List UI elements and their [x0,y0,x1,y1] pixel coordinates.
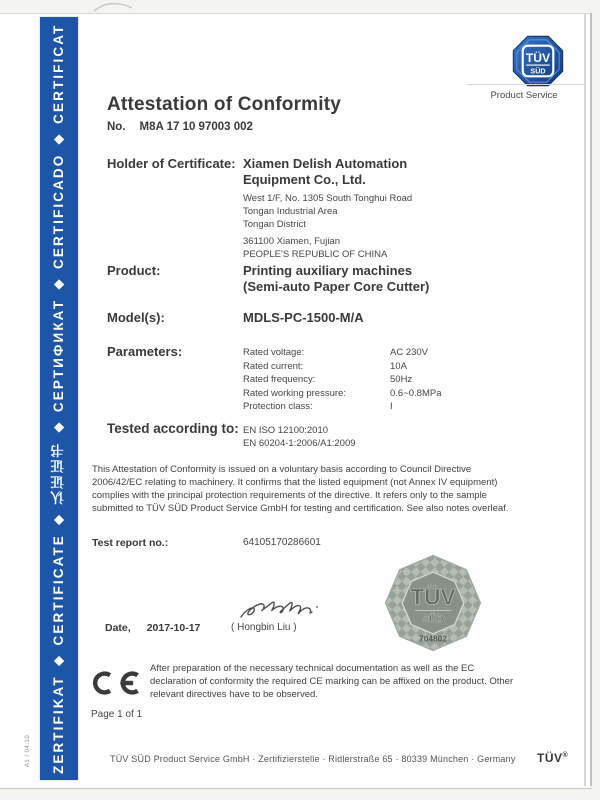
logo-caption: Product Service [490,90,558,101]
ce-mark-icon [90,664,142,702]
certificate-number-line [107,121,253,133]
product-label: Product: [107,263,161,278]
tuv-sud-octagon-icon [511,34,565,88]
holder-address-line: Tongan Industrial Area [243,206,338,217]
tested-label: Tested according to: [107,421,239,436]
page-number-note: Page 1 of 1 [91,709,143,720]
parameter-name: Rated working pressure: [243,387,346,399]
model-label: Model(s): [107,310,165,325]
product-line2: (Semi-auto Paper Core Cutter) [243,279,430,294]
logo-divider-line [466,84,584,85]
stamp-sud-text: SÜD [422,614,444,626]
page-edge-shadow [584,13,586,786]
certificate-number-label: No. [107,121,126,133]
parameter-row [243,373,442,387]
page-edge-shadow-outer [590,13,592,786]
holder-label: Holder of Certificate: [107,156,236,171]
parameters-table [243,346,442,414]
parameter-name: Protection class: [243,401,313,412]
parameter-value: I [390,401,393,412]
signer-name: ( Hongbin Liu ) [231,622,297,633]
footer-tuv-logo [537,751,568,765]
parameter-row [243,387,442,401]
conformity-statement: This Attestation of Conformity is issued on a voluntary basis according to Council Directive 2006/42/EC relating to machinery. It confirms that the listed equipment (not Annex IV equipment) complies with the principal protection requirements of the directive. It refers only to the sample submitted to TÜV SÜD Product Service GmbH for testing and certification. See also notes overleaf. [92,464,509,514]
product-line1: Printing auxiliary machines [243,263,413,278]
certificate-ribbon [40,17,78,780]
parameter-row [243,346,442,360]
date-value: 2017-10-17 [146,622,201,634]
ce-note: After preparation of the necessary technical documentation as well as the EC declaration of conformity the required CE marking can be affixed on the product. Other relevant directives have to be observed. [150,663,514,700]
standard-line: EN ISO 12100:2010 [243,425,329,436]
footer-registered-symbol: ® [562,752,569,759]
parameters-label: Parameters: [107,344,183,359]
parameter-row [243,400,442,414]
parameter-value: 50Hz [390,374,413,385]
parameter-name: Rated voltage: [243,347,305,358]
parameter-value: 10A [390,360,407,372]
parameter-name: Rated current: [243,360,304,372]
holder-name-line2: Equipment Co., Ltd. [243,172,366,187]
certificate-number-value: M8A 17 10 97003 002 [139,121,253,133]
model-value: MDLS-PC-1500-M/A [243,310,364,325]
date-line [105,622,200,634]
parameter-value: AC 230V [390,347,429,358]
holder-address-line: 361100 Xiamen, Fujian [243,236,340,247]
parameter-row [243,360,442,374]
certificate-title: Attestation of Conformity [107,94,342,115]
test-report-value: 64105170286601 [243,537,321,548]
signature-handwriting [238,595,328,625]
tuv-sud-embossed-stamp [383,553,483,653]
svg-text:TÜV: TÜV [525,50,551,65]
form-revision-note: A1 / 04.10 [25,734,31,768]
parameter-value: 0.6~0.8MPa [390,387,442,399]
ribbon-multilingual-text: ZERTIFIKAT ◆ CERTIFICATE ◆ 认证证书 ◆ СЕРТИФИКАТ ◆ CERTIFICADO ◆ CERTIFICAT [51,23,66,774]
parameter-name: Rated frequency: [243,374,316,385]
scan-curl-mark [92,0,142,14]
holder-address-line: Tongan District [243,219,306,230]
footer-tuv-text: TÜV [537,751,563,765]
standard-line: EN 60204-1:2006/A1:2009 [243,438,356,449]
date-label: Date, [105,622,131,634]
stamp-tuv-text: TÜV [410,584,456,610]
holder-address-line: West 1/F, No. 1305 South Tonghui Road [243,193,413,204]
product-value [243,263,429,295]
svg-text:SÜD: SÜD [530,66,546,76]
test-report-label: Test report no.: [92,537,169,549]
tested-standards [243,424,356,450]
stamp-number: 704802 [419,633,447,644]
holder-name-line1: Xiamen Delish Automation [243,156,408,171]
holder-address-line: PEOPLE'S REPUBLIC OF CHINA [243,249,388,260]
footer-address-line: TÜV SÜD Product Service GmbH · Zertifizierstelle · Ridlerstraße 65 · 80339 München · Germany [110,754,516,764]
holder-value [243,156,412,261]
